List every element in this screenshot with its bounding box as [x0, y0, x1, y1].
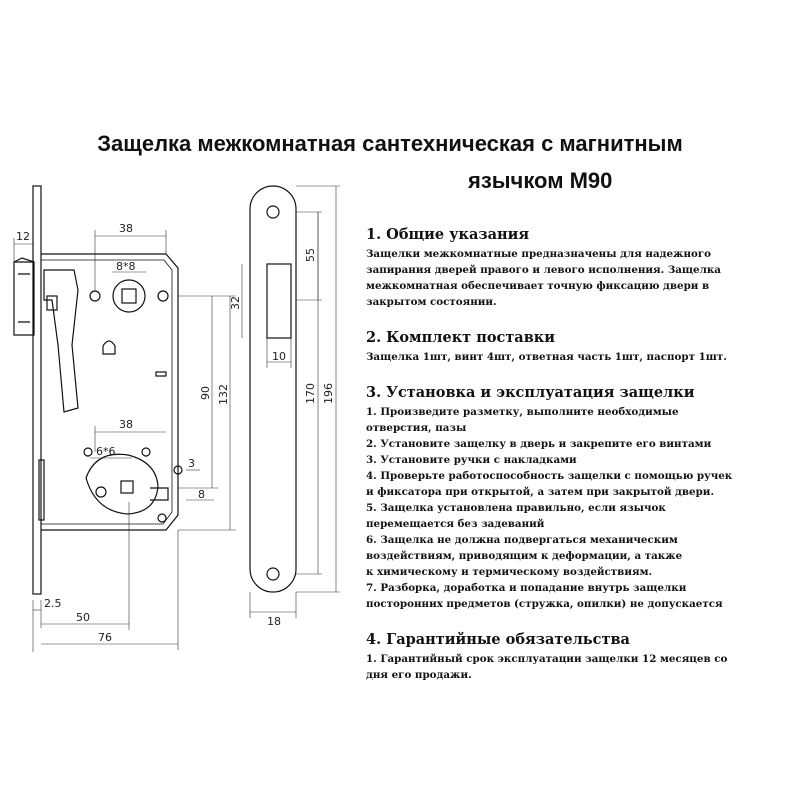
section-heading: 4. Гарантийные обязательства: [366, 631, 630, 648]
section-general: [366, 226, 798, 310]
handle-hub-circle: [113, 280, 145, 312]
section-line: 3. Установите ручки с накладками: [366, 454, 577, 466]
latch-bolt: [14, 262, 34, 335]
section-line: закрытом состоянии.: [366, 296, 497, 308]
section-line: Защелка 1шт, винт 4шт, ответная часть 1шт, паспорт 1шт.: [366, 351, 727, 363]
section-line: 7. Разборка, доработка и попадание внутрь защелки: [366, 582, 687, 594]
section-line: Защелки межкомнатные предназначены для надежного: [366, 248, 712, 260]
section-delivery-set: [366, 329, 798, 365]
section-line: запирания дверей правого и левого исполнения. Защелка: [366, 264, 721, 276]
section-line: перемещается без задеваний: [366, 518, 545, 530]
section-warranty: [366, 631, 798, 683]
section-line: 6. Защелка не должна подвергаться механическим: [366, 534, 678, 546]
section-line: 4. Проверьте работоспособность защелки с помощью ручек: [366, 470, 733, 482]
section-line: отверстия, пазы: [366, 422, 467, 434]
section-line: 1. Гарантийный срок эксплуатации защелки 12 месяцев со: [366, 653, 728, 665]
section-line: 1. Произведите разметку, выполните необходимые: [366, 406, 679, 418]
section-heading: 1. Общие указания: [366, 226, 530, 243]
dim-6x6: 6*6: [96, 445, 116, 458]
dim-3: 3: [188, 457, 195, 470]
dim-32: 32: [229, 296, 242, 310]
dim-170: 170: [304, 383, 317, 404]
section-line: и фиксатора при открытой, а затем при закрытой двери.: [366, 486, 715, 498]
dim-8x8: 8*8: [116, 260, 136, 273]
latch-mechanism: [44, 270, 78, 412]
page-title: Защелка межкомнатная сантехническая с магнитным: [97, 131, 683, 156]
dim-90: 90: [199, 386, 212, 400]
thumbturn-square-hole: [121, 481, 133, 493]
striker-opening: [267, 264, 291, 338]
instructions-text: [366, 226, 798, 702]
dim-8: 8: [198, 488, 205, 501]
section-line: посторонних предметов (стружка, опилки) не допускается: [366, 598, 723, 610]
section-installation: [366, 384, 798, 612]
section-heading: 3. Установка и эксплуатация защелки: [366, 384, 695, 401]
dim-76: 76: [98, 631, 112, 644]
section-line: 2. Установите защелку в дверь и закрепите его винтами: [366, 438, 712, 450]
dim-2-5: 2.5: [44, 597, 62, 610]
striker-screw-bottom: [267, 568, 279, 580]
dim-196: 196: [322, 383, 335, 404]
dim-10: 10: [272, 350, 286, 363]
section-line: межкомнатная обеспечивает точную фиксацию двери в: [366, 280, 710, 292]
dim-132: 132: [217, 384, 230, 405]
section-line: дня его продажи.: [366, 669, 472, 681]
section-heading: 2. Комплект поставки: [366, 329, 556, 346]
dim-38-top: 38: [119, 222, 133, 235]
section-line: воздействиям, приводящим к деформации, а также: [366, 550, 683, 562]
handle-square-hole: [122, 289, 136, 303]
dim-38-bottom: 38: [119, 418, 133, 431]
dim-18: 18: [267, 615, 281, 628]
section-line: к химическому и термическому воздействиям.: [366, 566, 653, 578]
section-line: 5. Защелка установлена правильно, если язычок: [366, 502, 666, 514]
dim-55: 55: [304, 248, 317, 262]
dim-50: 50: [76, 611, 90, 624]
page-title-line2: язычком М90: [468, 168, 613, 193]
striker-plate: [250, 186, 296, 592]
thumbturn-cam: [86, 454, 158, 514]
dim-12: 12: [16, 230, 30, 243]
lock-faceplate: [33, 186, 41, 594]
striker-screw-top: [267, 206, 279, 218]
latch-technical-drawing: [0, 180, 360, 660]
